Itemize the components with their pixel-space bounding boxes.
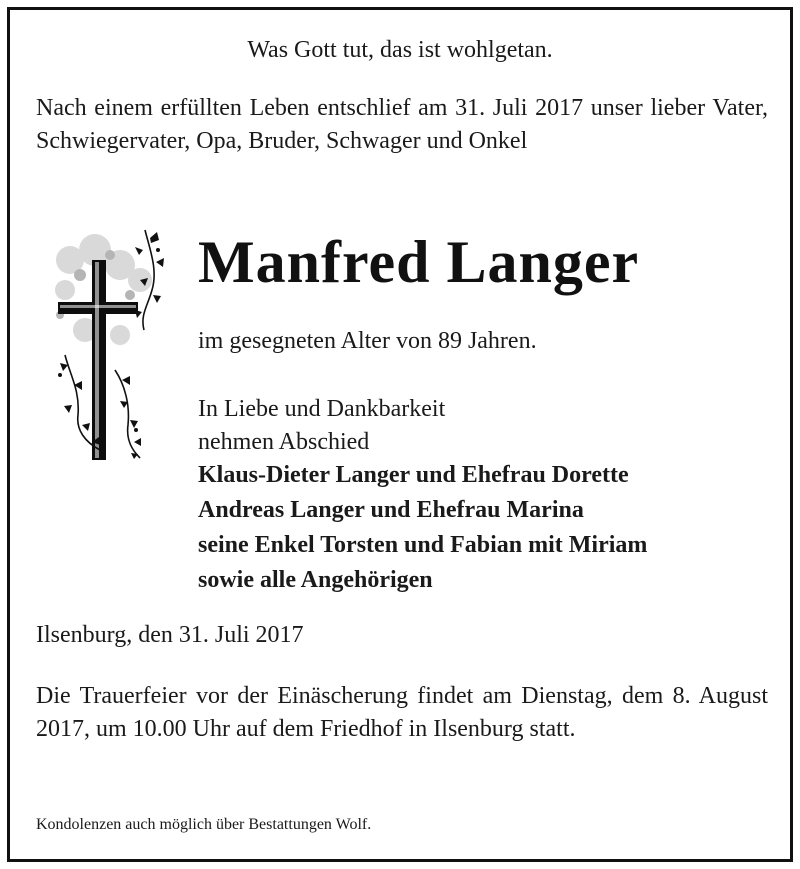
mourner-4: sowie alle Angehörigen <box>198 567 433 593</box>
farewell-line-1: In Liebe und Dankbarkeit <box>198 396 446 422</box>
deceased-name: Manfred Langer <box>198 229 640 295</box>
place-date: Ilsenburg, den 31. Juli 2017 <box>36 622 304 648</box>
motto: Was Gott tut, das ist wohlgetan. <box>247 37 553 63</box>
mourner-2: Andreas Langer und Ehefrau Marina <box>198 497 584 523</box>
intro-text: Nach einem erfüllten Leben entschlief am 31. Juli 2017 unser lieber Vater, Schwiegervater, Opa, Bruder, Schwager und Onkel <box>36 95 768 154</box>
mourner-3: seine Enkel Torsten und Fabian mit Miriam <box>198 532 648 558</box>
ceremony-info: Die Trauerfeier vor der Einäscherung findet am Dienstag, dem 8. August 2017, um 10.00 Uhr auf dem Friedhof in Ilsenburg statt. <box>36 683 768 742</box>
cross-with-ivy-icon <box>40 220 180 460</box>
obituary-notice <box>7 7 793 862</box>
mourner-1: Klaus-Dieter Langer und Ehefrau Dorette <box>198 462 629 488</box>
farewell-line-2: nehmen Abschied <box>198 429 370 455</box>
age-line: im gesegneten Alter von 89 Jahren. <box>198 328 537 354</box>
condolence-note: Kondolenzen auch möglich über Bestattungen Wolf. <box>36 816 372 833</box>
